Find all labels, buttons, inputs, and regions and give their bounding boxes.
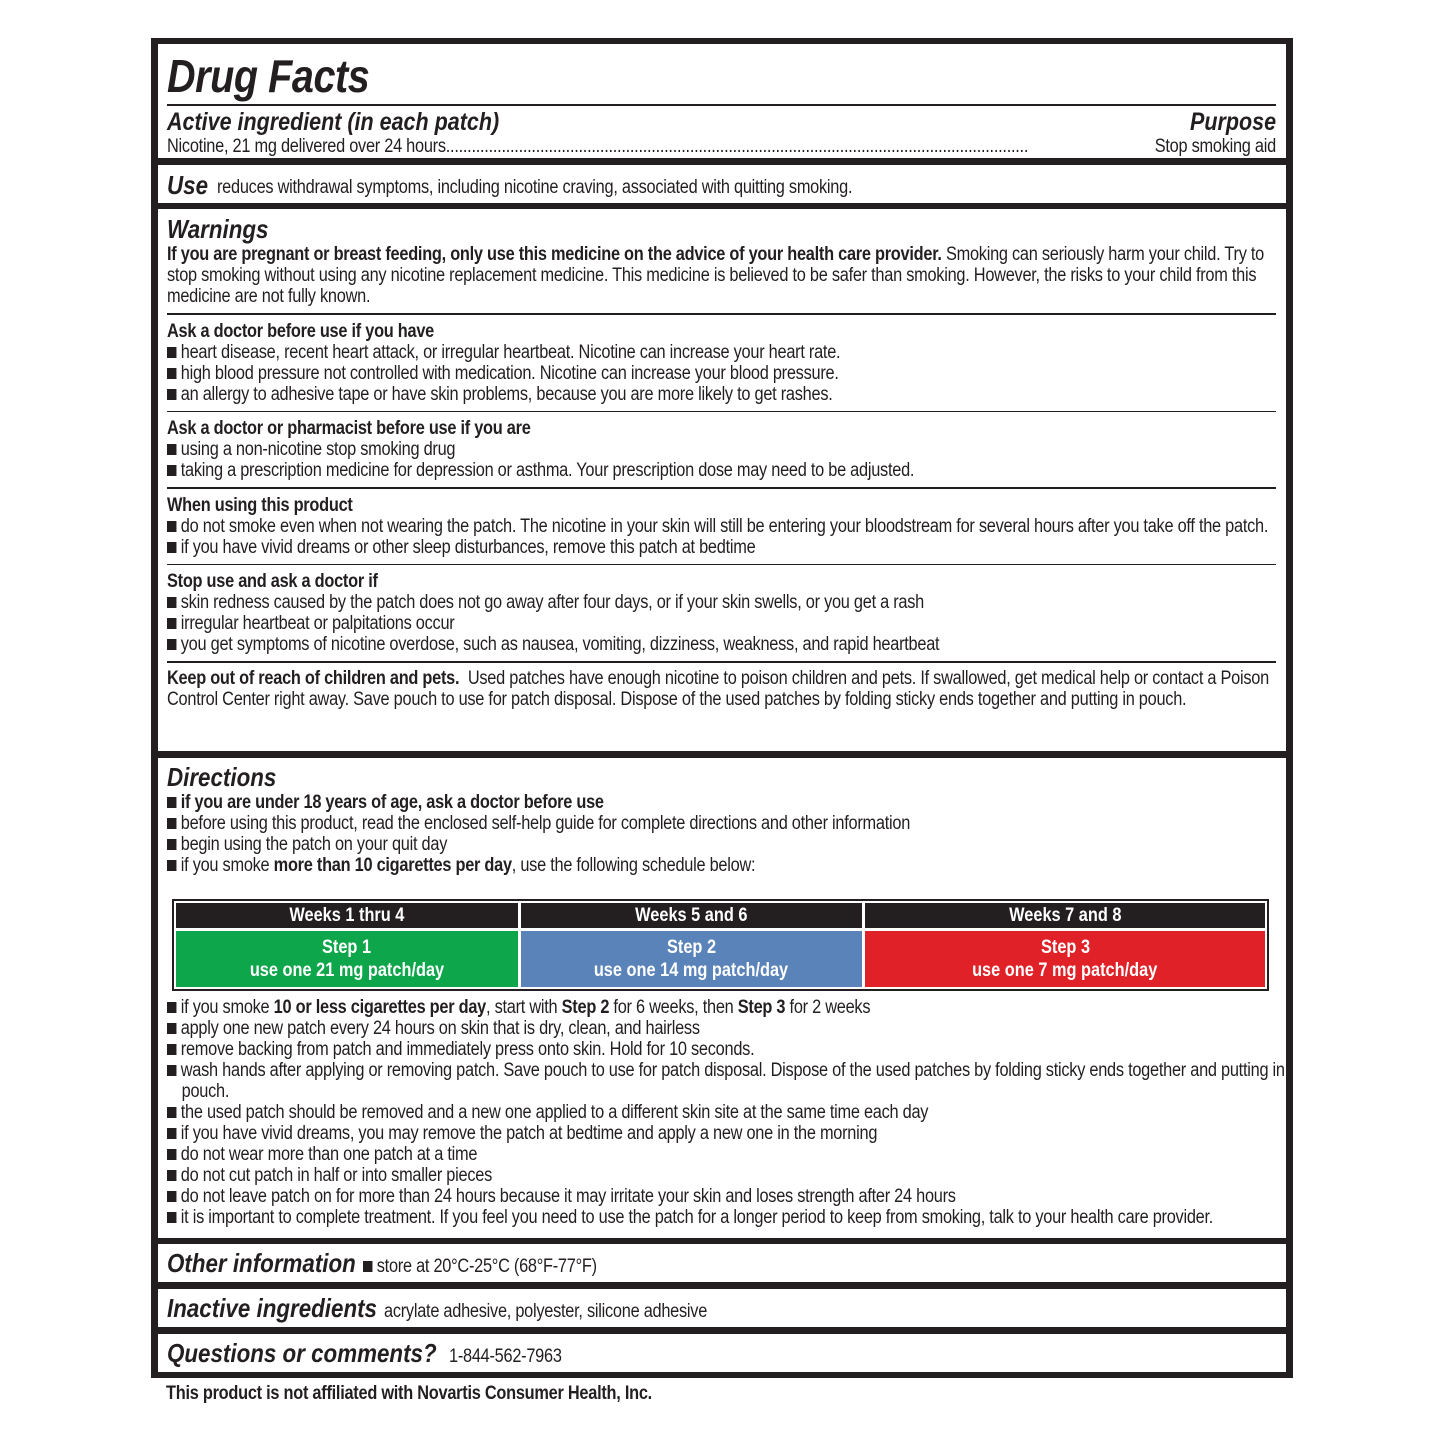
bullet-square-icon (167, 347, 176, 358)
list-item: if you have vivid dreams, you may remove the patch at bedtime and apply a new one in the morning (167, 1123, 1288, 1144)
inactive-ingredients-text: acrylate adhesive, polyester, silicone adhesive (383, 1301, 707, 1322)
purpose-value: Stop smoking aid (1154, 136, 1276, 157)
page-title: Drug Facts (167, 50, 370, 102)
bullet-square-icon (167, 465, 176, 476)
warning-section-stop-use (167, 571, 1276, 655)
bullet-square-icon (167, 1107, 176, 1118)
other-information-heading: Other information (167, 1248, 356, 1278)
active-ingredient-heading: Active ingredient (in each patch) (167, 108, 500, 136)
list-item: before using this product, read the enclosed self-help guide for complete directions and other information (167, 813, 1288, 834)
schedule-weeks: Weeks 5 and 6 (635, 905, 748, 926)
use-heading: Use (167, 170, 209, 200)
inactive-ingredients-heading: Inactive ingredients (167, 1293, 378, 1323)
questions-heading: Questions or comments? (167, 1338, 437, 1368)
leader-dots: ........................................................................................................................................ (445, 136, 1029, 157)
list-item: skin redness caused by the patch does not go away after four days, or if your skin swells, or you get a rash (167, 592, 1288, 613)
divider (167, 313, 1276, 315)
list-item: if you smoke more than 10 cigarettes per day, use the following schedule below: (167, 855, 1288, 876)
list-item: you get symptoms of nicotine overdose, such as nausea, vomiting, dizziness, weakness, and rapid heartbeat (167, 634, 1288, 655)
keep-out-text: Used patches have enough nicotine to poison children and pets. If swallowed, get medical help or contact a Poison Control Center right away. Save pouch to use for patch disposal. Dispose of the used patches by folding sticky ends together and putting in pouch. (167, 667, 1274, 710)
bullet-square-icon (167, 1023, 176, 1034)
bullet-square-icon (167, 1149, 176, 1160)
bullet-square-icon (167, 368, 176, 379)
divider (167, 411, 1276, 413)
bullet-square-icon (167, 618, 176, 629)
schedule-weeks: Weeks 1 thru 4 (289, 905, 405, 926)
list-item: heart disease, recent heart attack, or irregular heartbeat. Nicotine can increase your heart rate. (167, 342, 1288, 363)
warning-section-ask-doctor (167, 321, 1276, 405)
section-heading: When using this product (167, 494, 353, 516)
purpose-heading: Purpose (1189, 108, 1276, 136)
list-item: do not wear more than one patch at a time (167, 1144, 1288, 1165)
schedule-dose: use one 21 mg patch/day (249, 960, 444, 981)
other-information-text: store at 20°C-25°C (68°F-77°F) (363, 1256, 597, 1277)
section-heading: Ask a doctor before use if you have (167, 320, 435, 342)
bullet-square-icon (167, 521, 176, 532)
bullet-square-icon (167, 1128, 176, 1139)
list-item: high blood pressure not controlled with medication. Nicotine can increase your blood pressure. (167, 363, 1288, 384)
schedule-step: Step 2 (666, 937, 716, 958)
bullet-square-icon (167, 1191, 176, 1202)
schedule-step: Step 3 (1040, 937, 1090, 958)
keep-out-bold: Keep out of reach of children and pets. (167, 667, 460, 689)
bullet-square-icon (363, 1261, 372, 1272)
list-item: wash hands after applying or removing patch. Save pouch to use for patch disposal. Dispose of the used patches by folding sticky ends together and putting in pouch. (167, 1060, 1288, 1102)
schedule-column-step-3 (865, 903, 1265, 987)
list-item: using a non-nicotine stop smoking drug (167, 439, 1288, 460)
list-item: do not leave patch on for more than 24 hours because it may irritate your skin and loses strength after 24 hours (167, 1186, 1288, 1207)
bullet-square-icon (167, 839, 176, 850)
warnings-heading: Warnings (167, 214, 269, 244)
active-ingredient-name: Nicotine, 21 mg delivered over 24 hours (167, 136, 446, 157)
schedule-dose: use one 14 mg patch/day (594, 960, 789, 981)
list-item: it is important to complete treatment. If you feel you need to use the patch for a longer period to keep from smoking, talk to your health care provider. (167, 1207, 1288, 1228)
list-item: apply one new patch every 24 hours on skin that is dry, clean, and hairless (167, 1018, 1288, 1039)
schedule-dose: use one 7 mg patch/day (972, 960, 1158, 981)
directions-heading: Directions (167, 762, 277, 792)
list-item: irregular heartbeat or palpitations occur (167, 613, 1288, 634)
schedule-column-step-1 (176, 903, 518, 987)
list-item: do not cut patch in half or into smaller pieces (167, 1165, 1288, 1186)
divider (167, 487, 1276, 489)
bullet-square-icon (167, 639, 176, 650)
list-item: taking a prescription medicine for depression or asthma. Your prescription dose may need to be adjusted. (167, 460, 1288, 481)
warning-section-ask-pharmacist (167, 418, 1276, 481)
bullet-square-icon (167, 818, 176, 829)
bullet-square-icon (167, 1044, 176, 1055)
disclaimer-footer (166, 1383, 731, 1404)
list-item: do not smoke even when not wearing the patch. The nicotine in your skin will still be entering your bloodstream for several hours after you take off the patch. (167, 516, 1288, 537)
schedule-weeks: Weeks 7 and 8 (1008, 905, 1122, 926)
drug-facts-panel (151, 38, 1293, 1378)
bullet-square-icon (167, 860, 176, 871)
bullet-square-icon (167, 797, 176, 808)
bullet-square-icon (167, 389, 176, 400)
divider (167, 564, 1276, 566)
list-item: an allergy to adhesive tape or have skin problems, because you are more likely to get rashes. (167, 384, 1288, 405)
inactive-ingredients-box (158, 1289, 1286, 1327)
bullet-square-icon (167, 542, 176, 553)
keep-out-of-reach-warning (167, 668, 1273, 710)
list-item: the used patch should be removed and a new one applied to a different skin site at the same time each day (167, 1102, 1288, 1123)
pregnancy-warning (167, 244, 1273, 307)
bullet-square-icon (167, 1212, 176, 1223)
pregnancy-warning-bold: If you are pregnant or breast feeding, only use this medicine on the advice of your health care provider. (167, 244, 942, 265)
bullet-square-icon (167, 1002, 176, 1013)
questions-phone[interactable]: 1-844-562-7963 (448, 1346, 562, 1367)
dosing-schedule-table (172, 899, 1269, 991)
schedule-step: Step 1 (322, 937, 372, 958)
list-item: if you are under 18 years of age, ask a doctor before use (167, 792, 1288, 813)
list-item: if you have vivid dreams or other sleep disturbances, remove this patch at bedtime (167, 537, 1288, 558)
pregnancy-warning-text: Smoking can seriously harm your child. Try to stop smoking without using any nicotine replacement medicine. This medicine is believed to be safer than smoking. However, the risks to your child from this medicine are not fully known. (167, 244, 1265, 307)
section-heading: Stop use and ask a doctor if (167, 571, 378, 592)
bullet-square-icon (167, 1065, 176, 1076)
active-ingredient-box (158, 44, 1286, 158)
disclaimer-text: This product is not affiliated with Novartis Consumer Health, Inc. (166, 1383, 652, 1404)
use-box (158, 165, 1286, 203)
section-heading: Ask a doctor or pharmacist before use if you are (167, 418, 531, 439)
directions-box (158, 758, 1286, 1238)
bullet-square-icon (167, 444, 176, 455)
list-item: remove backing from patch and immediately press onto skin. Hold for 10 seconds. (167, 1039, 1288, 1060)
use-text: reduces withdrawal symptoms, including nicotine craving, associated with quitting smoking. (217, 177, 853, 198)
list-item: begin using the patch on your quit day (167, 834, 1288, 855)
other-information-box (158, 1244, 1286, 1282)
questions-box (158, 1334, 1286, 1372)
divider (167, 661, 1276, 663)
bullet-square-icon (167, 1170, 176, 1181)
bullet-square-icon (167, 597, 176, 608)
warning-section-when-using (167, 495, 1276, 558)
schedule-column-step-2 (521, 903, 863, 987)
warnings-box (158, 209, 1286, 751)
list-item: if you smoke 10 or less cigarettes per day, start with Step 2 for 6 weeks, then Step 3 for 2 weeks (167, 997, 1288, 1018)
